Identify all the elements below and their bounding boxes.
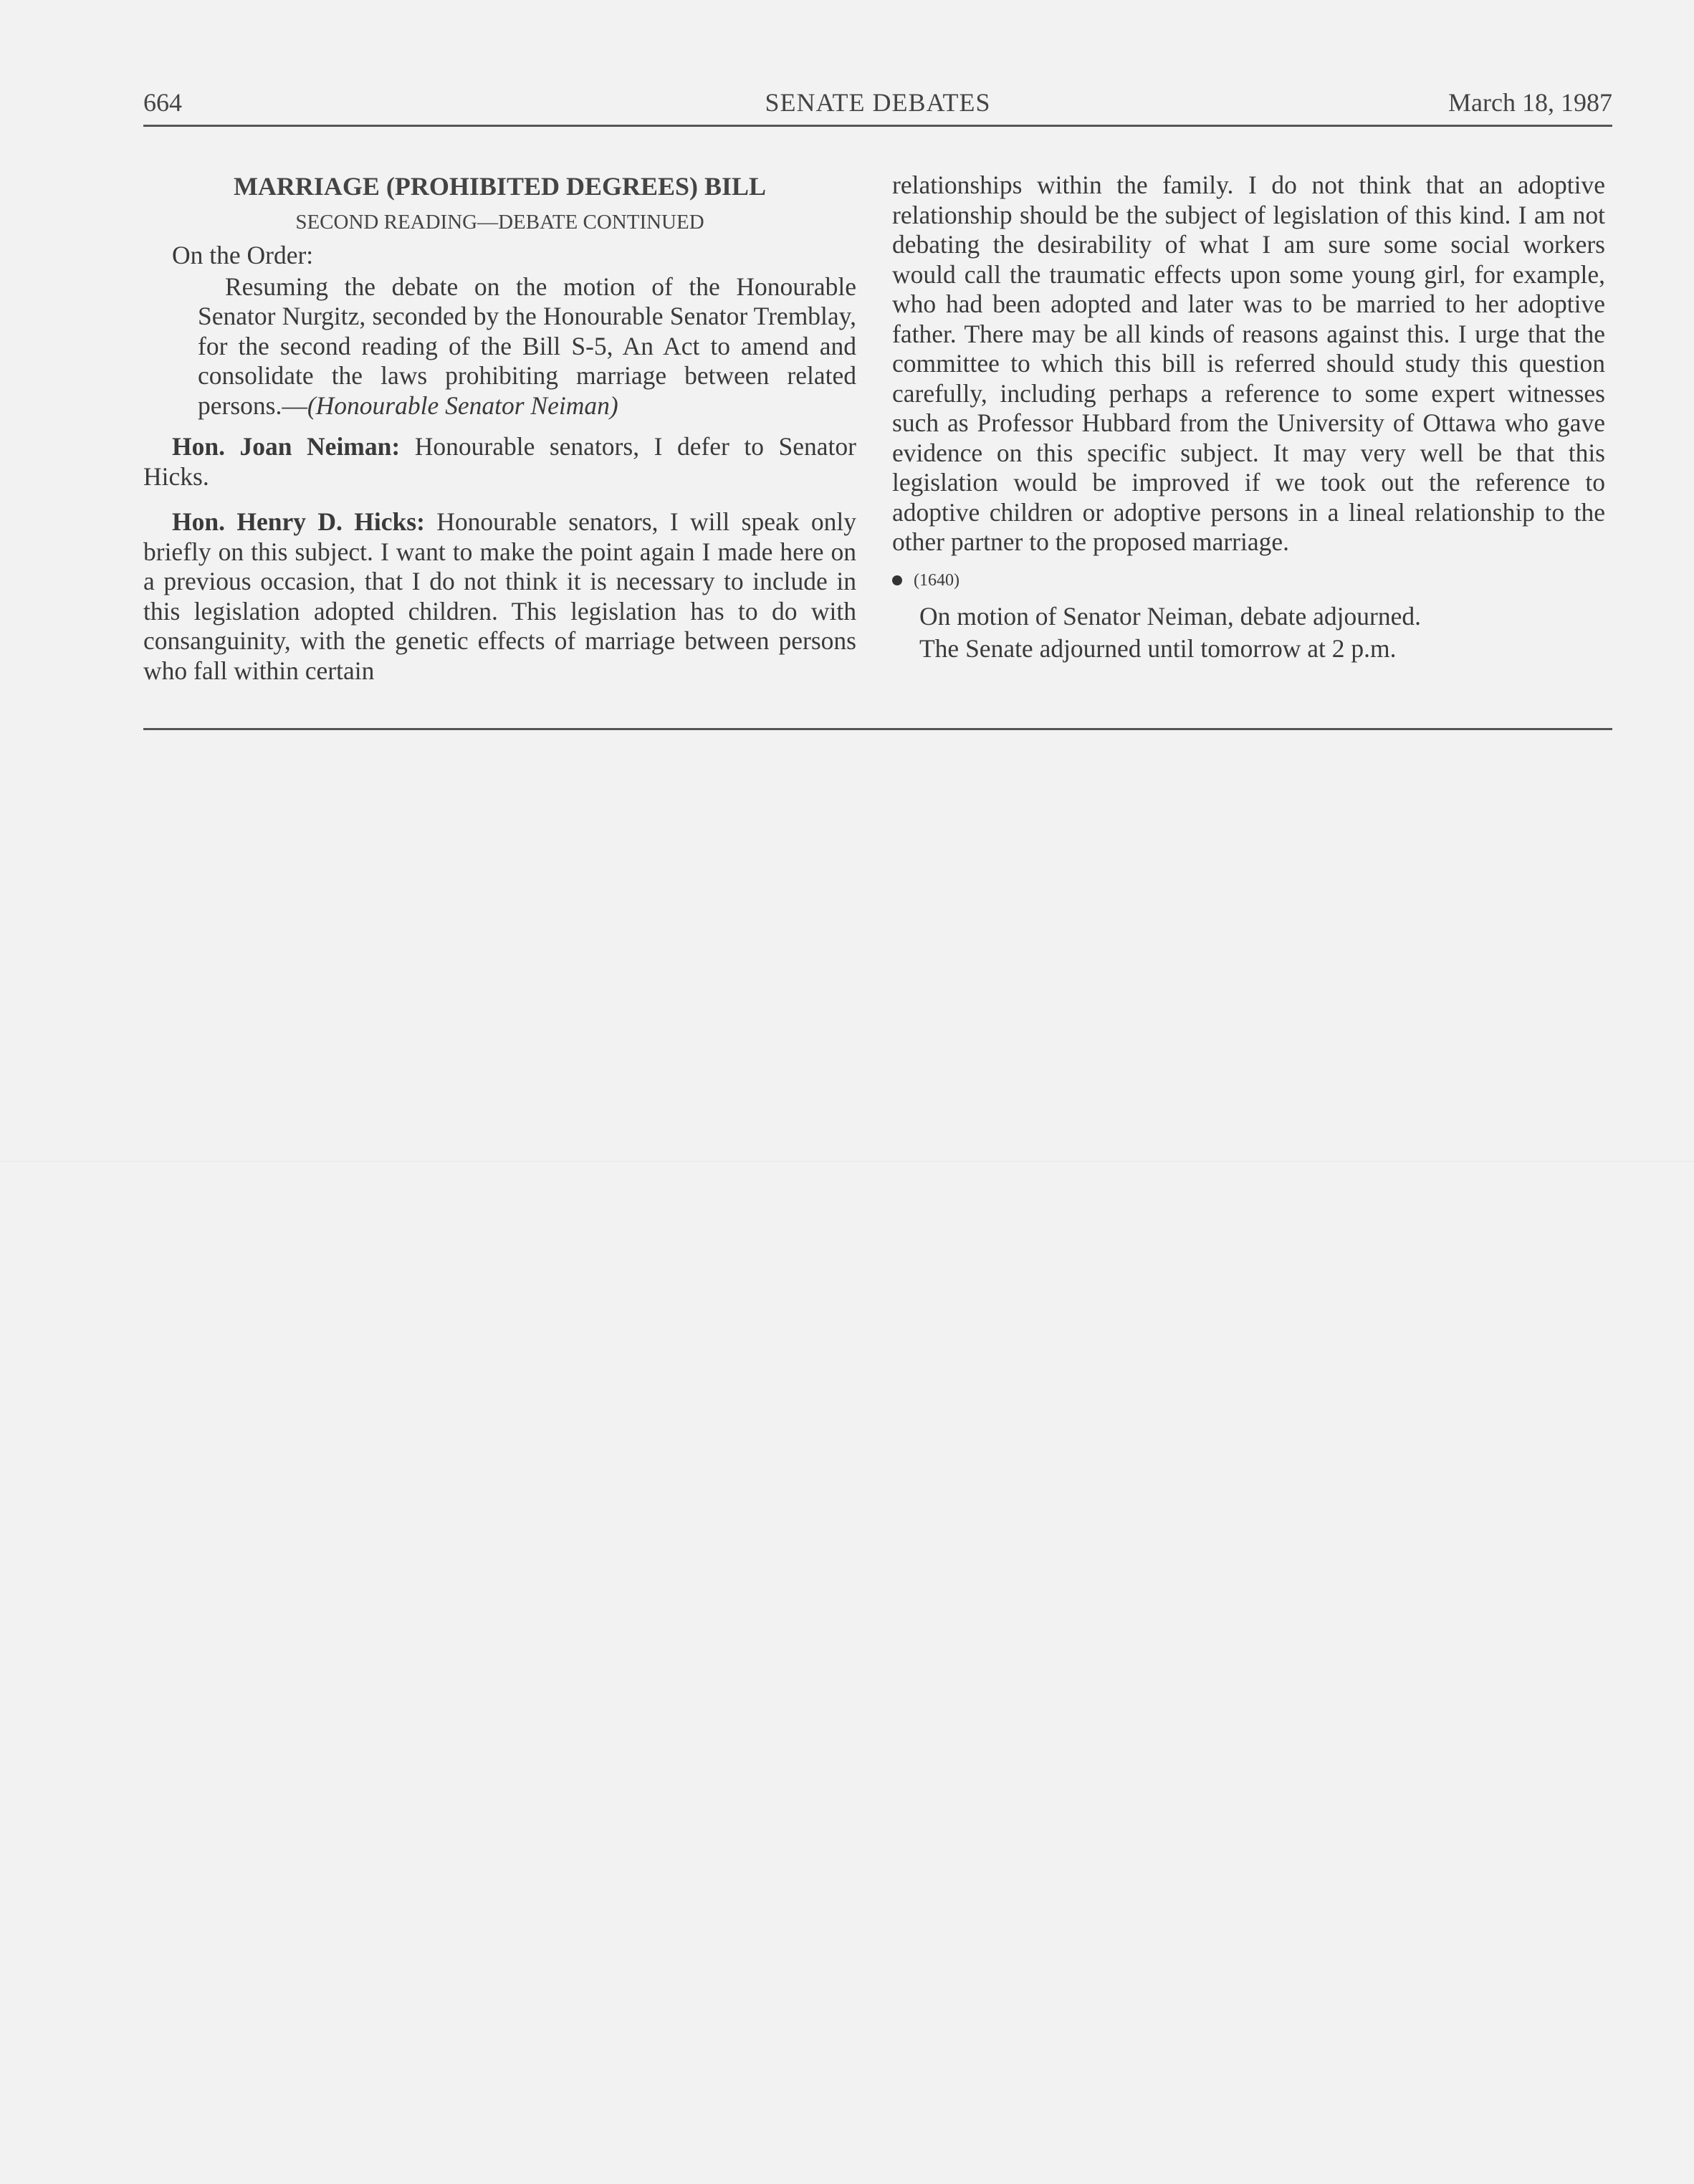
reading-subtitle: SECOND READING—DEBATE CONTINUED	[295, 211, 704, 234]
bullet-icon	[892, 575, 902, 585]
speech-hicks-continued: relationships within the family. I do not think that an adoptive relationship should be the subject of legislation of this kind. I am not debating the desirability of what I am sure some social workers would call the traumatic effects upon some young girl, for example, who had been adopted and later was to be married to her adoptive father. There may be all kinds of reasons against this. I urge that the committee to which this bill is referred should study this question carefully, including perhaps a reference to some expert witnesses such as Professor Hubbard from the University of Ottawa who gave evidence on this specific subject. It may very well be that this legislation would be improved if we took out the reference to adoptive children or adoptive persons in a lineal relationship to the other partner to the proposed marriage.	[892, 171, 1605, 556]
section-divider	[143, 728, 1612, 730]
speech-hicks	[143, 507, 856, 686]
time-marker	[892, 567, 1605, 593]
speech-text: Honourable senators, I will speak only briefly on this subject. I want to make the point again I made here on a previous occasion, that I do not think it is necessary to include in this legislation adopted children. This legislation has to do with consanguinity, with the genetic effects of marriage between persons who fall within certain	[143, 507, 856, 685]
senate-adjournment: The Senate adjourned until tomorrow at 2 p.m.	[919, 634, 1397, 663]
issue-date: March 18, 1987	[1448, 88, 1612, 117]
scan-artifact-line	[0, 1161, 1694, 1162]
adjournment-motion: On motion of Senator Neiman, debate adjourned.	[919, 601, 1421, 631]
order-label: On the Order:	[172, 241, 314, 269]
motion-text: Resuming the debate on the motion of the Honourable Senator Nurgitz, seconded by the Honourable Senator Tremblay, for the second reading of the Bill S-5, An Act to amend and consolidate the laws prohibiting marriage between related persons.—	[198, 272, 856, 420]
speech-neiman	[143, 432, 856, 492]
left-column	[143, 171, 856, 701]
speaker-name: Hon. Henry D. Hicks:	[172, 507, 425, 536]
motion-paragraph	[143, 272, 856, 421]
right-column	[892, 171, 1605, 667]
timestamp: (1640)	[914, 570, 960, 590]
bill-title: MARRIAGE (PROHIBITED DEGREES) BILL	[233, 172, 767, 201]
speech-text: Honourable senators, I defer to Senator Hicks.	[143, 432, 856, 491]
speaker-name: Hon. Joan Neiman:	[172, 432, 401, 461]
motion-attribution: (Honourable Senator Neiman)	[307, 391, 618, 420]
page-number: 664	[143, 88, 182, 117]
page-header	[143, 85, 1612, 127]
publication-title: SENATE DEBATES	[765, 88, 991, 117]
